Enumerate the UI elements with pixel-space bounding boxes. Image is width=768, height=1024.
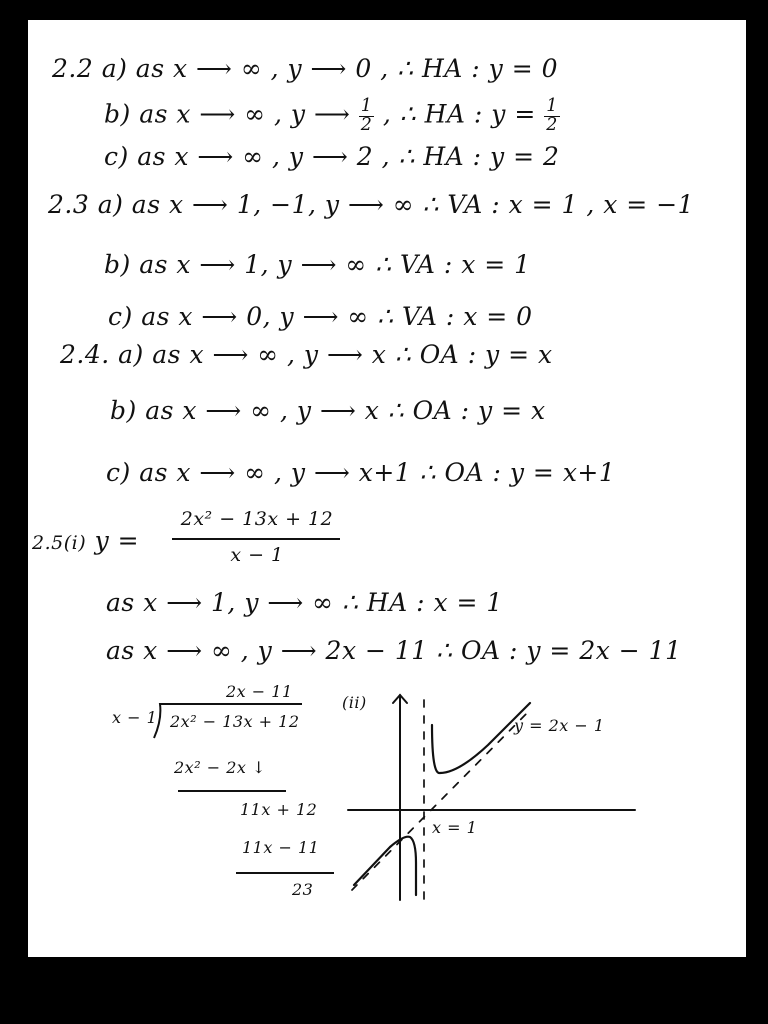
line-2-5-label — [32, 528, 139, 553]
lower-left-branch — [354, 837, 416, 895]
division-divisor: x − 1 — [112, 708, 158, 727]
y-equals: y = — [94, 526, 140, 555]
notes-page — [28, 20, 746, 957]
line-2-4c: c) as x ⟶ ∞ , y ⟶ x+1 ∴ OA : y = x+1 — [106, 458, 616, 487]
line-2-4a: 2.4. a) as x ⟶ ∞ , y ⟶ x ∴ OA : y = x — [60, 340, 553, 369]
upper-right-branch — [432, 703, 530, 773]
line-2-3b: b) as x ⟶ 1, y ⟶ ∞ ∴ VA : x = 1 — [104, 250, 531, 279]
division-dividend: 2x² − 13x + 12 — [170, 712, 300, 731]
line-2-3a: 2.3 a) as x ⟶ 1, −1, y ⟶ ∞ ∴ VA : x = 1 , x = −1 — [48, 190, 695, 219]
question-number: 2.5(i) — [32, 532, 87, 554]
line-2-2c: c) as x ⟶ ∞ , y ⟶ 2 , ∴ HA : y = 2 — [104, 142, 560, 171]
oblique-asymptote — [352, 710, 530, 890]
line-2-2a: 2.2 a) as x ⟶ ∞ , y ⟶ 0 , ∴ HA : y = 0 — [52, 54, 558, 83]
fraction-half-2: $\frac{1}{2}$ — [546, 96, 558, 135]
part-ii-label: (ii) — [342, 693, 367, 712]
line-2-2b — [104, 98, 560, 134]
division-rule-1 — [178, 790, 286, 792]
division-remainder-1: 11x + 12 — [240, 800, 318, 819]
line-2-5-oa: as x ⟶ ∞ , y ⟶ 2x − 11 ∴ OA : y = 2x − 11 — [106, 636, 682, 665]
fraction-numerator: 2x² − 13x + 12 — [180, 508, 334, 530]
vertical-asymptote-label: x = 1 — [432, 818, 478, 837]
division-remainder: 23 — [292, 880, 314, 899]
fraction-bar — [172, 538, 340, 540]
division-subtract-1: 2x² − 2x ↓ — [174, 758, 266, 777]
oblique-asymptote-label: y = 2x − 1 — [514, 716, 605, 735]
fraction-half: $\frac{1}{2}$ — [360, 96, 373, 135]
line-2-5-va: as x ⟶ 1, y ⟶ ∞ ∴ HA : x = 1 — [106, 588, 503, 617]
line-2-3c: c) as x ⟶ 0, y ⟶ ∞ ∴ VA : x = 0 — [108, 302, 533, 331]
division-subtract-2: 11x − 11 — [242, 838, 320, 857]
fraction-denominator: x − 1 — [230, 544, 284, 566]
division-rule-2 — [236, 872, 334, 874]
line-2-4b: b) as x ⟶ ∞ , y ⟶ x ∴ OA : y = x — [110, 396, 546, 425]
line-2-2b-ha: , ∴ HA : y = — [382, 99, 536, 129]
line-2-2b-text: b) as x ⟶ ∞ , y ⟶ — [104, 99, 351, 129]
division-quotient: 2x − 11 — [226, 682, 293, 701]
